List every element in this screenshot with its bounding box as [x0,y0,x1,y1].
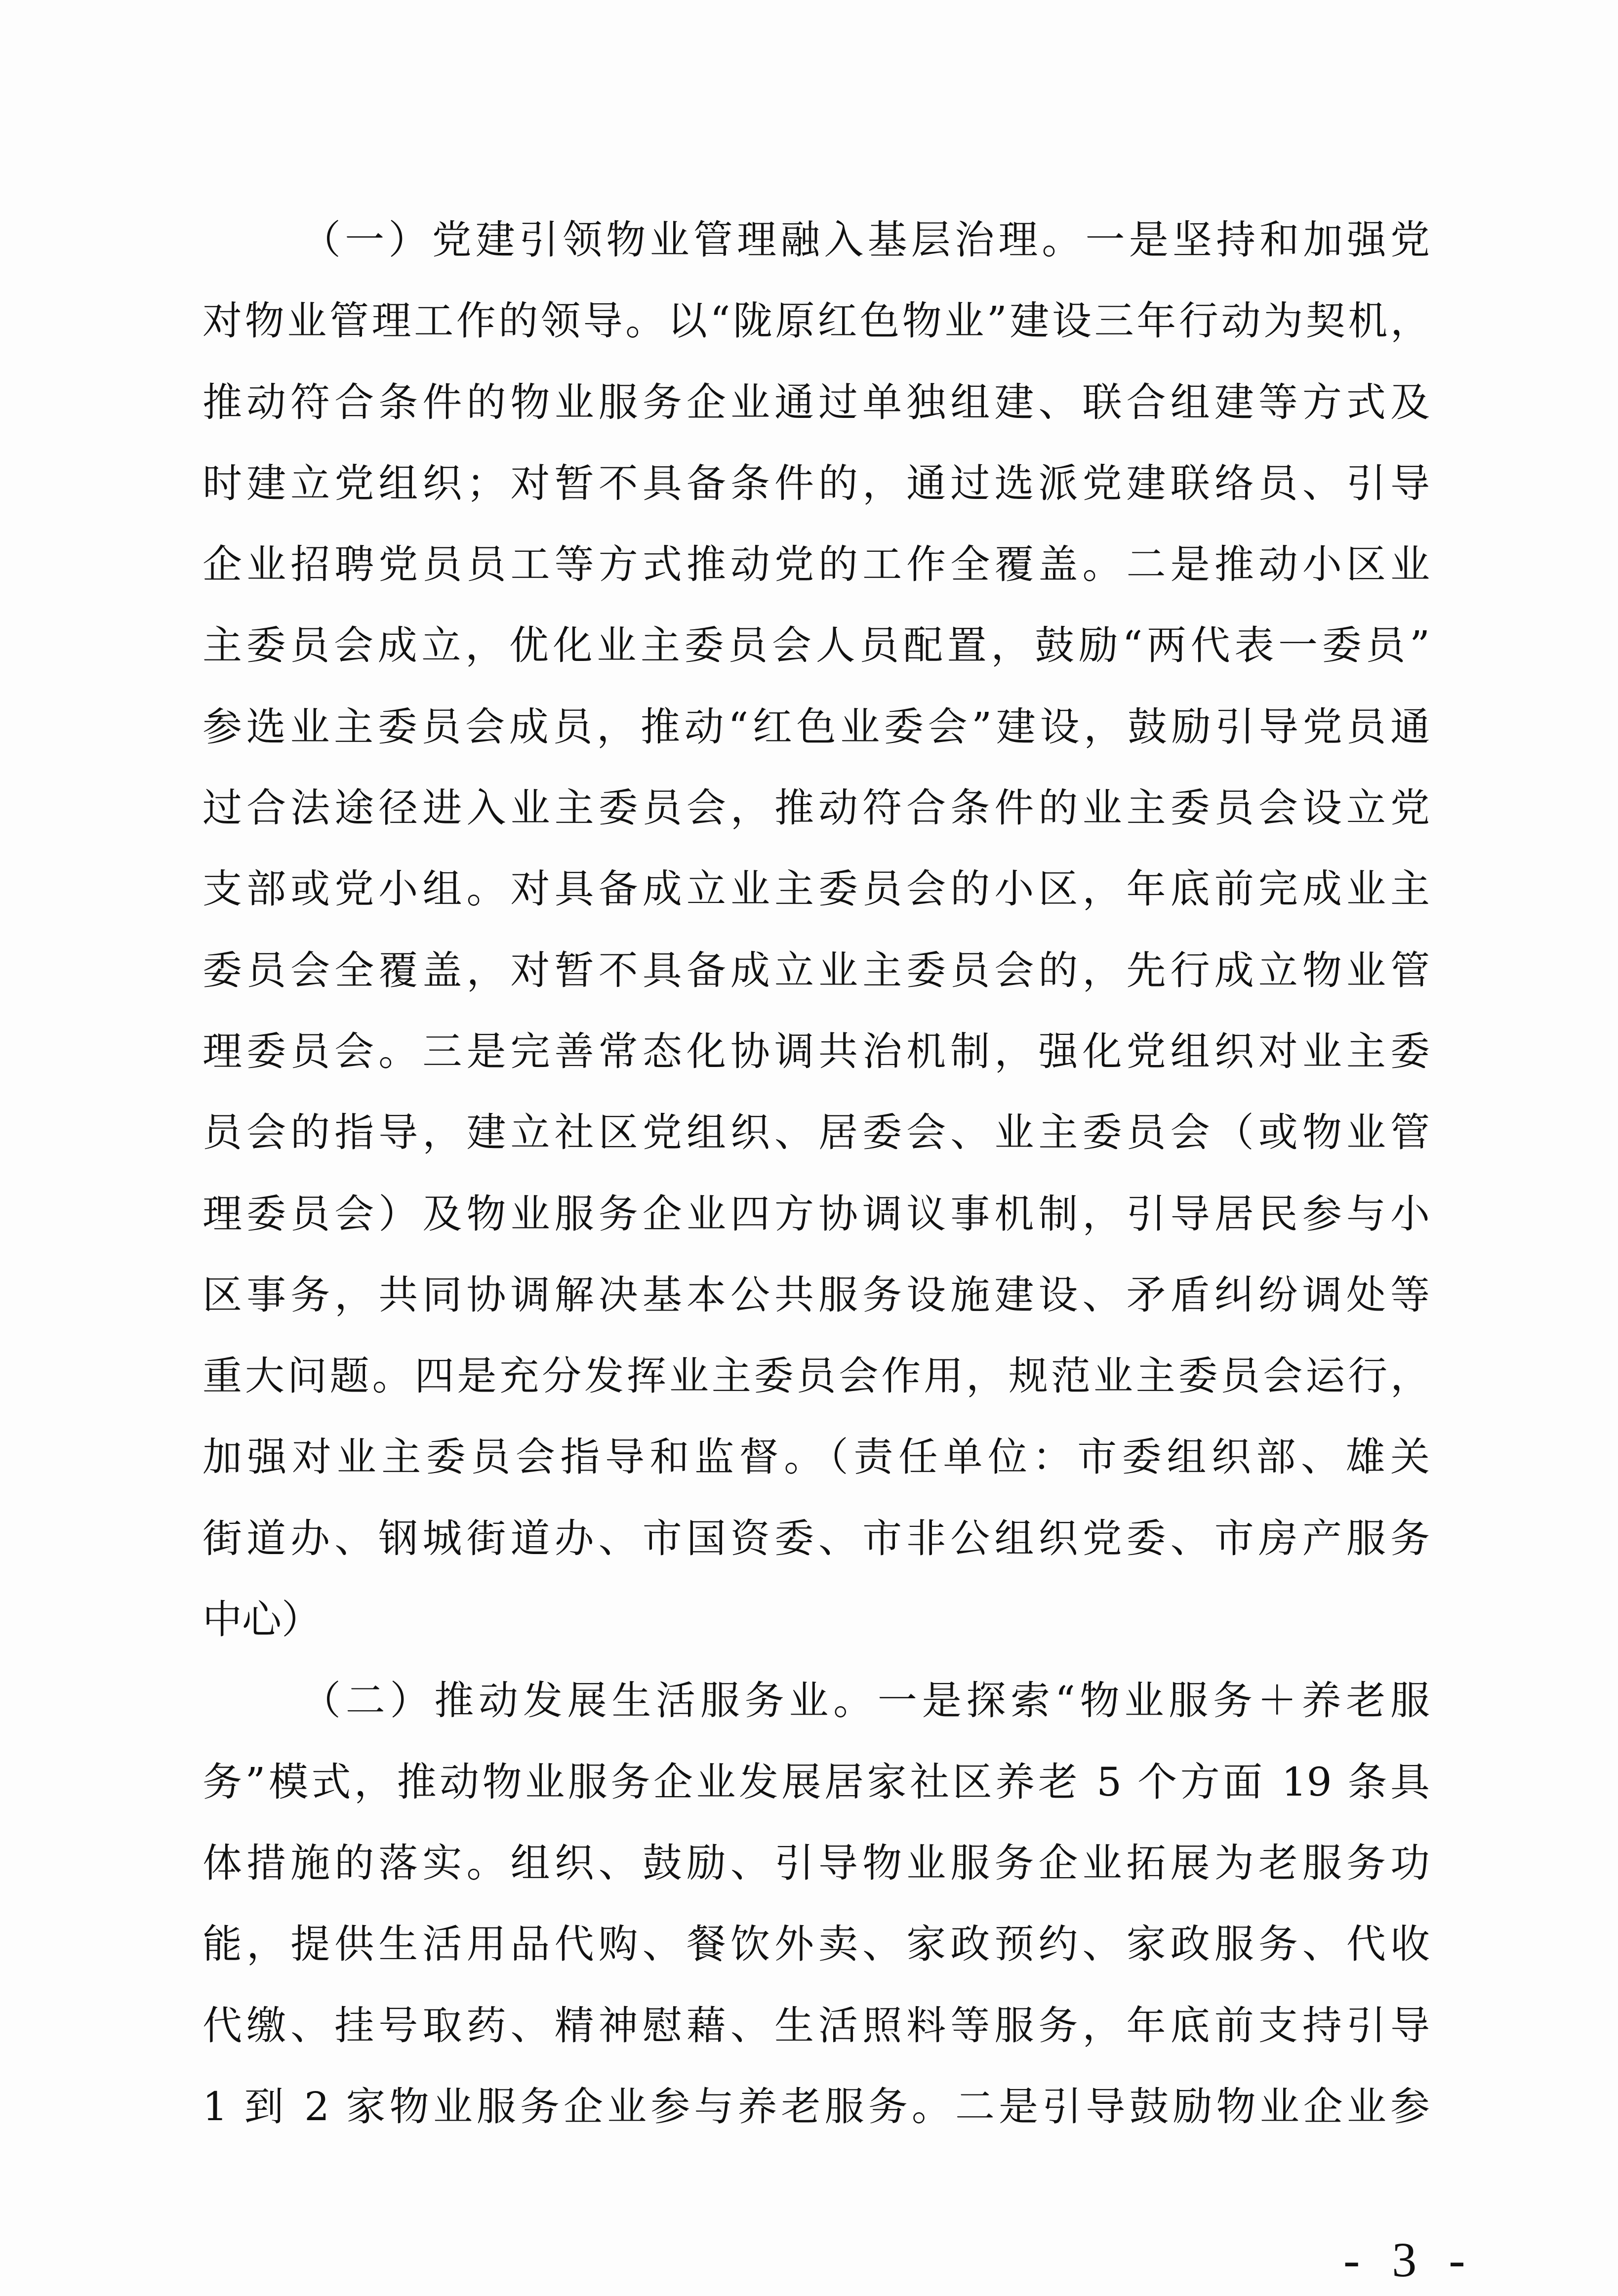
paragraph-line: 过合法途径进入业主委员会，推动符合条件的业主委员会设立党 [202,785,1430,831]
paragraph-line: 理委员会）及物业服务企业四方协调议事机制，引导居民参与小 [202,1190,1430,1237]
paragraph-line: 主委员会成立，优化业主委员会人员配置，鼓励“两代表一委员” [202,622,1430,669]
paragraph-line: 理委员会。三是完善常态化协调共治机制，强化党组织对业主委 [202,1028,1430,1074]
paragraph-line: 推动符合条件的物业服务企业通过单独组建、联合组建等方式及 [202,379,1430,425]
paragraph-line: 务”模式，推动物业服务企业发展居家社区养老 5 个方面 19 条具 [202,1759,1430,1805]
paragraph-line: 中心） [202,1597,321,1643]
paragraph-line: 对物业管理工作的领导。以“陇原红色物业”建设三年行动为契机， [202,298,1430,344]
paragraph-line: 时建立党组织；对暂不具备条件的，通过选派党建联络员、引导 [202,460,1430,506]
paragraph-line: 体措施的落实。组织、鼓励、引导物业服务企业拓展为老服务功 [202,1840,1430,1886]
paragraph-line: （一）党建引领物业管理融入基层治理。一是坚持和加强党 [301,217,1430,263]
paragraph-line: 重大问题。四是充分发挥业主委员会作用，规范业主委员会运行， [202,1353,1430,1399]
page-number: - 3 - [1343,2232,1475,2287]
paragraph-line: 代缴、挂号取药、精神慰藉、生活照料等服务，年底前支持引导 [202,2002,1430,2049]
paragraph-line: 企业招聘党员员工等方式推动党的工作全覆盖。二是推动小区业 [202,541,1430,588]
paragraph-line: 区事务，共同协调解决基本公共服务设施建设、矛盾纠纷调处等 [202,1271,1430,1318]
paragraph-line: 街道办、钢城街道办、市国资委、市非公组织党委、市房产服务 [202,1515,1430,1561]
paragraph-line: 员会的指导，建立社区党组织、居委会、业主委员会（或物业管 [202,1109,1430,1156]
paragraph-line: （二）推动发展生活服务业。一是探索“物业服务＋养老服 [301,1678,1430,1724]
paragraph-line: 加强对业主委员会指导和监督。（责任单位：市委组织部、雄关 [202,1434,1430,1480]
paragraph-line: 能，提供生活用品代购、餐饮外卖、家政预约、家政服务、代收 [202,1921,1430,1968]
paragraph-line: 1 到 2 家物业服务企业参与养老服务。二是引导鼓励物业企业参 [202,2083,1430,2130]
paragraph-line: 参选业主委员会成员，推动“红色业委会”建设，鼓励引导党员通 [202,703,1430,750]
paragraph-line: 支部或党小组。对具备成立业主委员会的小区，年底前完成业主 [202,866,1430,912]
body-text [202,200,1430,2147]
paragraph-line: 委员会全覆盖，对暂不具备成立业主委员会的，先行成立物业管 [202,947,1430,993]
